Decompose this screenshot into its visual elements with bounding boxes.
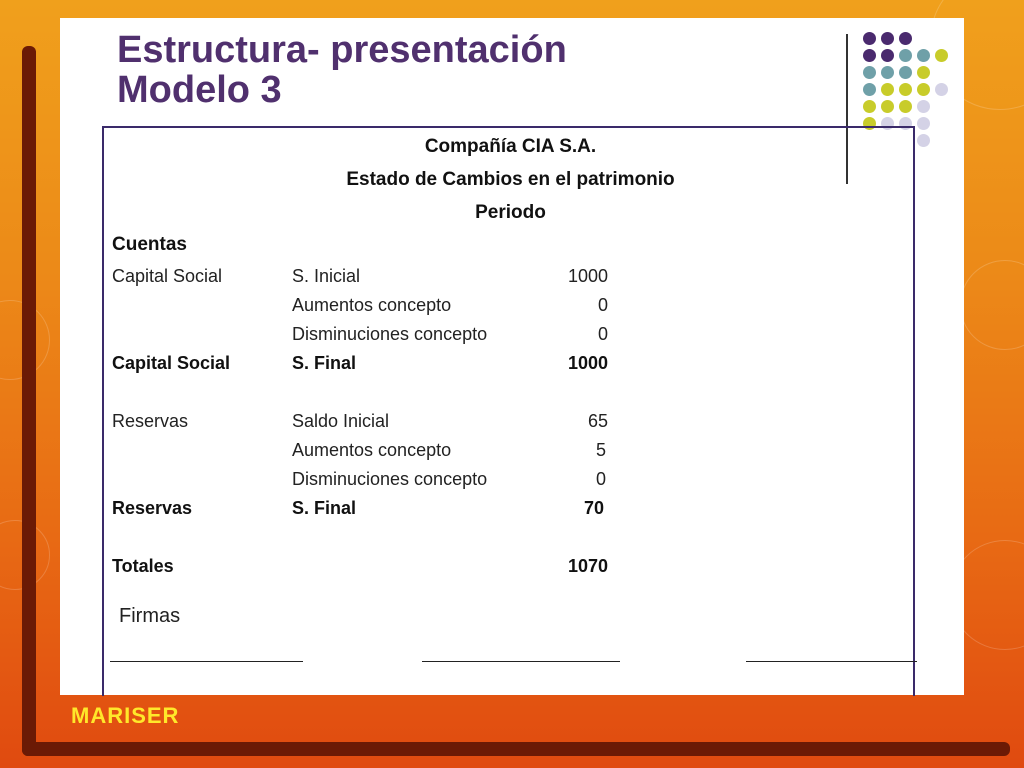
slide-title: [117, 30, 567, 110]
totals-value: 1070: [567, 556, 608, 576]
footer-author: MARISER: [71, 703, 180, 728]
row-concept: S. Final: [292, 353, 357, 373]
statement-period: Periodo: [475, 202, 546, 223]
decorative-dot: [863, 66, 876, 79]
row-concept: Aumentos concepto: [292, 440, 452, 460]
decorative-dot: [899, 32, 912, 45]
row-value: 5: [595, 440, 606, 460]
decorative-dot: [917, 49, 930, 62]
row-value: 1000: [567, 266, 608, 286]
decorative-dot: [863, 32, 876, 45]
decorative-dot: [881, 100, 894, 113]
decorative-dot: [881, 32, 894, 45]
company-name: Compañía CIA S.A.: [424, 136, 597, 157]
decorative-dot: [917, 66, 930, 79]
row-concept: Aumentos concepto: [292, 295, 452, 315]
decorative-dot: [917, 100, 930, 113]
decorative-dot: [935, 49, 948, 62]
statement-document: [102, 126, 915, 696]
signatures-label: Firmas: [119, 605, 181, 627]
row-value: 65: [587, 411, 608, 431]
decorative-dot: [917, 83, 930, 96]
decorative-dot: [917, 134, 930, 147]
row-account: Capital Social: [112, 266, 223, 286]
row-concept: Disminuciones concepto: [292, 324, 488, 344]
row-value: 1000: [567, 353, 608, 373]
decorative-dot: [899, 49, 912, 62]
row-value: 0: [595, 469, 606, 489]
slide-title-line2: Modelo 3: [117, 69, 282, 111]
row-value: 70: [583, 498, 604, 518]
row-concept: S. Final: [292, 498, 357, 518]
signature-line: [422, 661, 620, 662]
decorative-dot: [899, 83, 912, 96]
decorative-dot: [899, 100, 912, 113]
row-value: 0: [597, 295, 608, 315]
signature-line: [746, 661, 917, 662]
decorative-dot: [881, 66, 894, 79]
row-value: 0: [597, 324, 608, 344]
decorative-dot: [917, 117, 930, 130]
decorative-dot: [881, 83, 894, 96]
totals-label: Totales: [112, 556, 174, 576]
row-concept: Saldo Inicial: [292, 411, 390, 431]
slide-title-line1: Estructura- presentación: [117, 29, 567, 71]
row-account: Reservas: [112, 498, 193, 518]
accounts-header: Cuentas: [112, 234, 187, 255]
frame-horizontal-bar: [22, 742, 1010, 756]
signature-line: [110, 661, 303, 662]
row-concept: Disminuciones concepto: [292, 469, 488, 489]
row-account: Reservas: [112, 411, 189, 431]
frame-vertical-bar: [22, 46, 36, 756]
decorative-dot: [863, 49, 876, 62]
decorative-dot: [935, 83, 948, 96]
decorative-dot: [863, 83, 876, 96]
row-account: Capital Social: [112, 353, 231, 373]
decorative-dot: [899, 66, 912, 79]
decorative-dot: [881, 49, 894, 62]
decorative-dot: [863, 100, 876, 113]
row-concept: S. Inicial: [292, 266, 361, 286]
statement-title: Estado de Cambios en el patrimonio: [346, 169, 675, 190]
